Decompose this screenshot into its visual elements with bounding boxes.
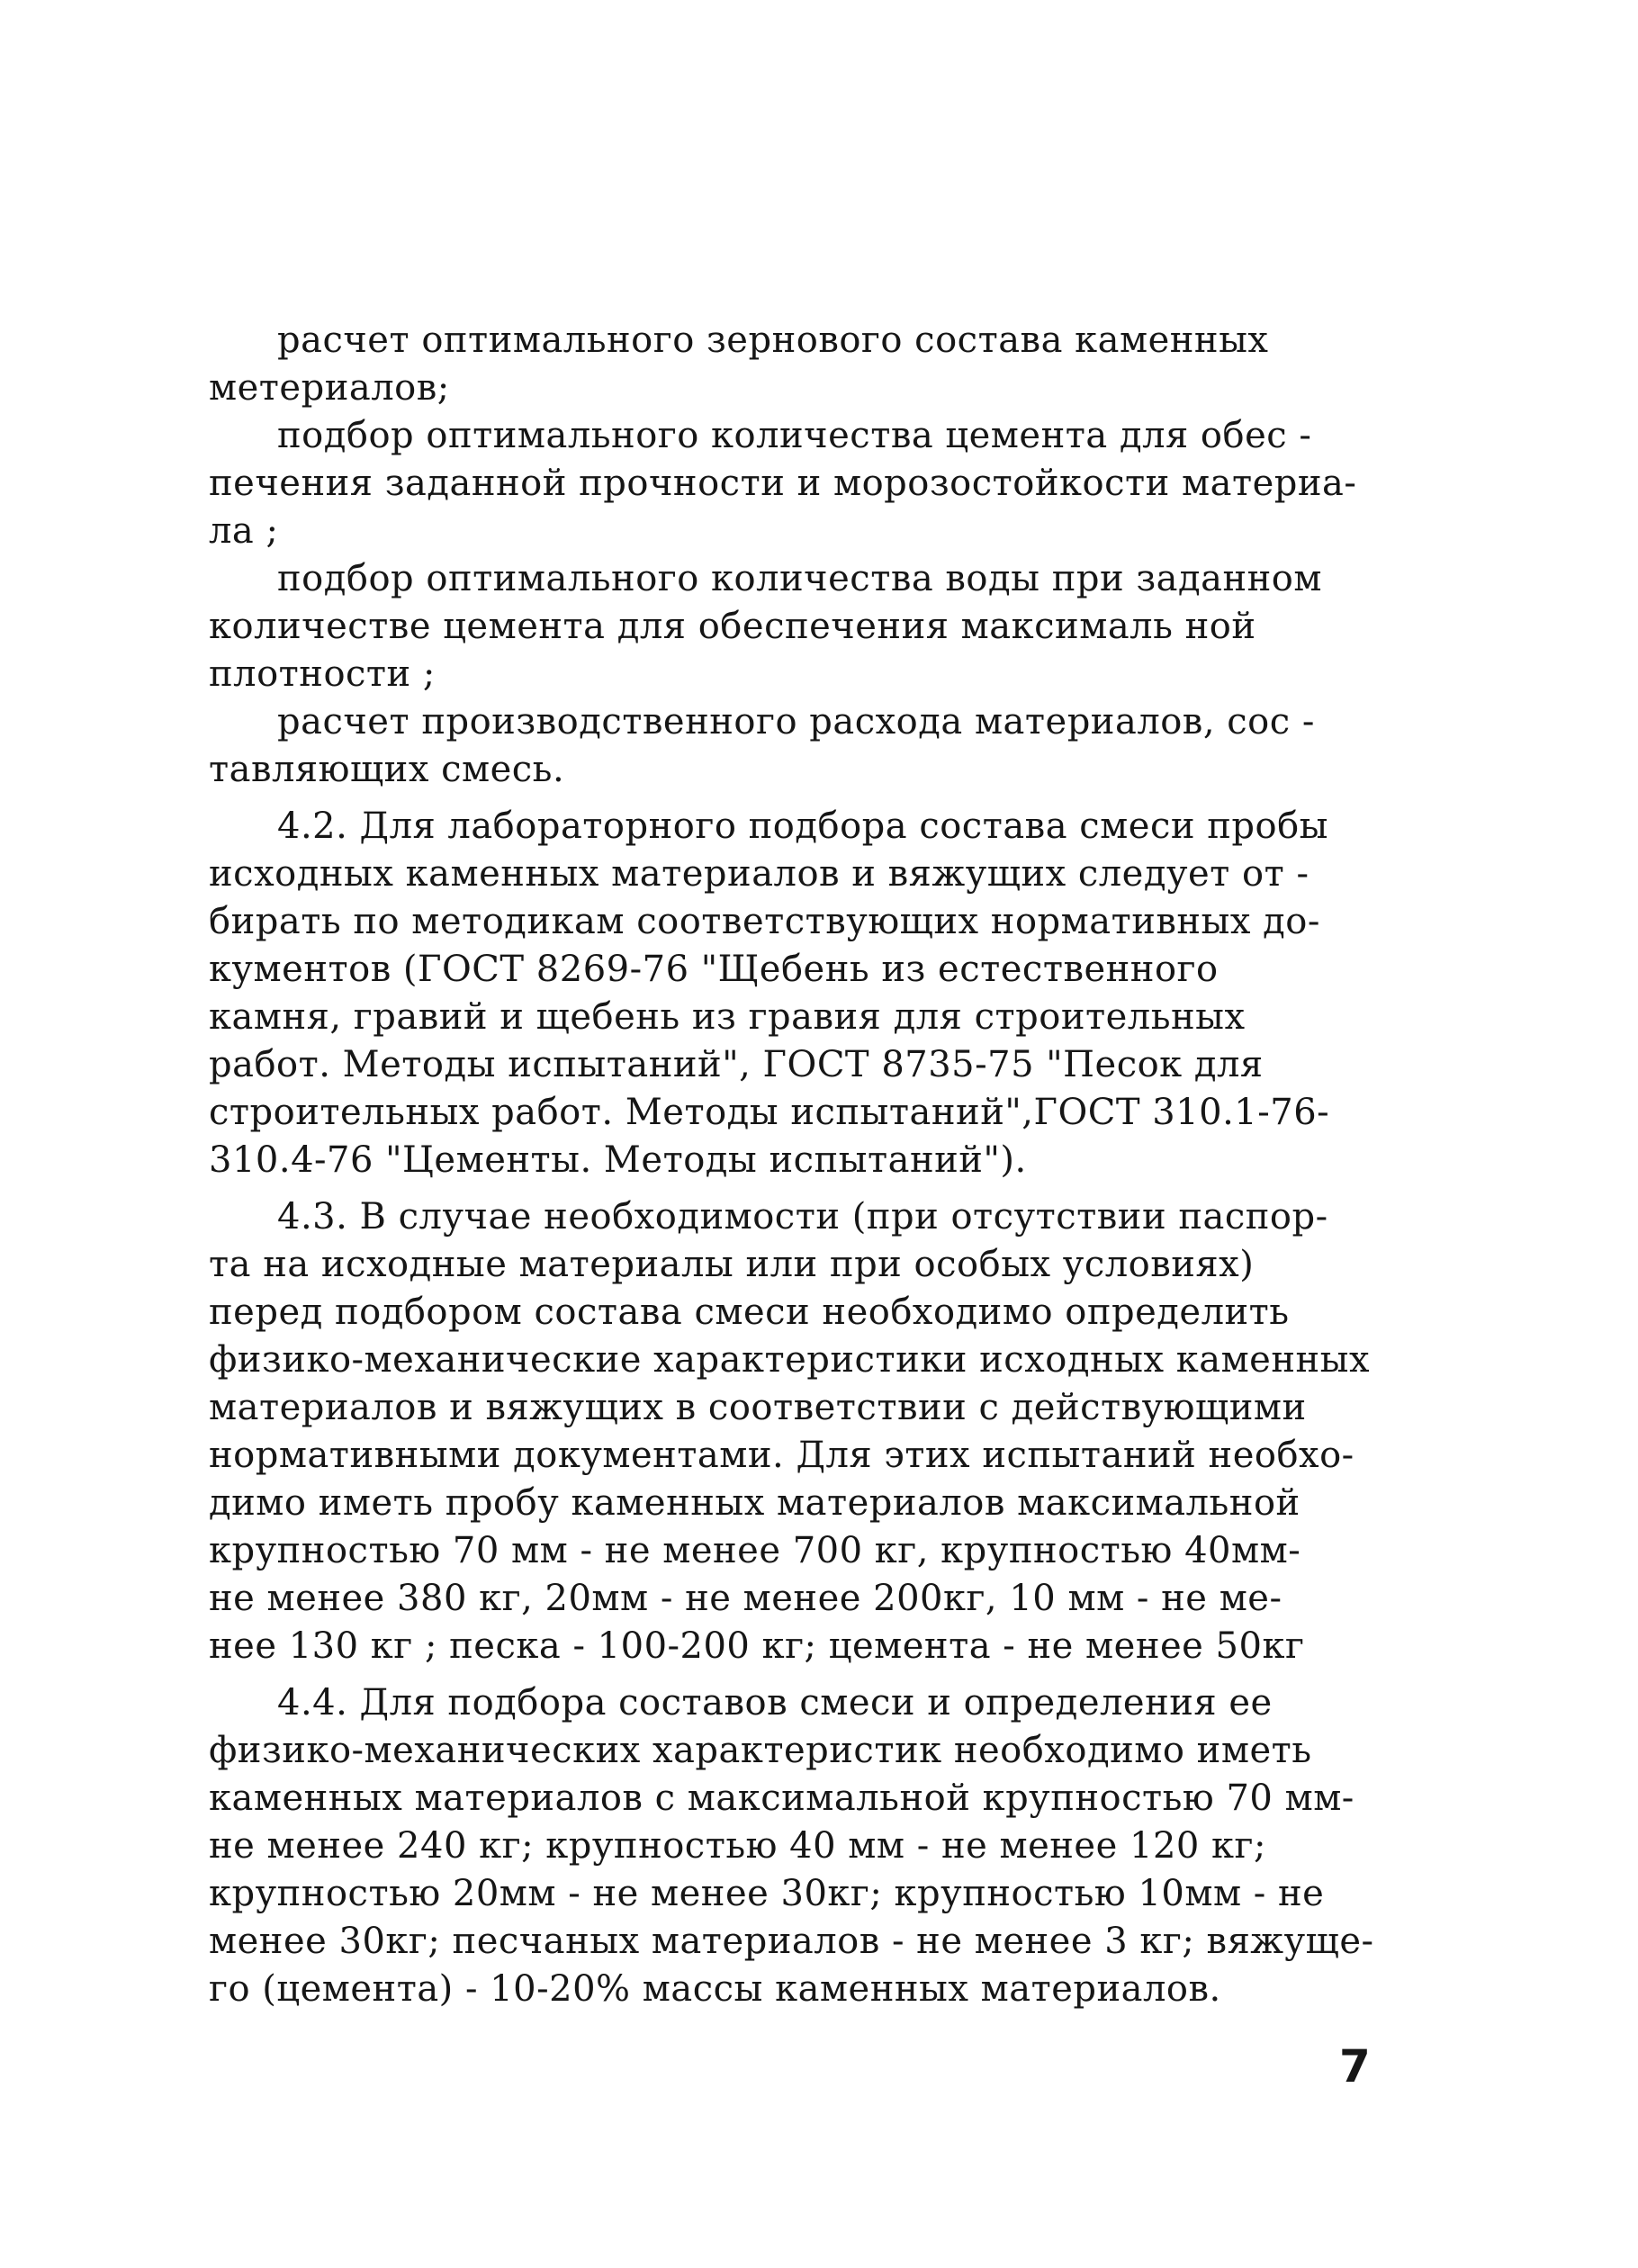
page-number: 7 bbox=[1339, 2040, 1371, 2092]
paragraph-gap bbox=[209, 794, 1406, 803]
paragraph-gap bbox=[209, 1184, 1406, 1193]
text-line: расчет производственного расхода материалов, сос - bbox=[277, 701, 1315, 742]
text-line: перед подбором состава смеси необходимо определить bbox=[209, 1292, 1290, 1333]
text-line: тавляющих смесь. bbox=[209, 749, 565, 790]
text-line: крупностью 20мм - не менее 30кг; крупностью 10мм - не bbox=[209, 1873, 1325, 1914]
text-line: димо иметь пробу каменных материалов максимальной bbox=[209, 1482, 1300, 1524]
text-line: менее 30кг; песчаных материалов - не менее 3 кг; вяжуще- bbox=[209, 1921, 1374, 1962]
paragraph-gap bbox=[209, 1670, 1406, 1679]
text-line: кументов (ГОСТ 8269-76 "Щебень из естественного bbox=[209, 949, 1219, 990]
text-line: строительных работ. Методы испытаний",ГОСТ 310.1-76- bbox=[209, 1092, 1330, 1133]
section-4-3-line: 4.3. В случае необходимости (при отсутствии паспор- bbox=[277, 1196, 1328, 1238]
text-line: нее 130 кг ; песка - 100-200 кг; цемента - не менее 50кг bbox=[209, 1625, 1305, 1667]
text-line: нормативными документами. Для этих испытаний необхо- bbox=[209, 1435, 1354, 1476]
section-4-4-line: 4.4. Для подбора составов смеси и определения ее bbox=[277, 1682, 1273, 1724]
text-line: печения заданной прочности и морозостойкости материа- bbox=[209, 463, 1357, 504]
body-text bbox=[209, 317, 1406, 2013]
text-line: расчет оптимального зернового состава каменных bbox=[277, 320, 1269, 361]
text-line: подбор оптимального количества воды при заданном bbox=[277, 558, 1322, 599]
text-line: физико-механические характеристики исходных каменных bbox=[209, 1339, 1371, 1381]
text-line: каменных материалов с максимальной крупностью 70 мм- bbox=[209, 1778, 1354, 1819]
text-line: исходных каменных материалов и вяжущих следует от - bbox=[209, 853, 1310, 895]
text-line: физико-механических характеристик необходимо иметь bbox=[209, 1730, 1312, 1771]
text-line: подбор оптимального количества цемента для обес - bbox=[277, 415, 1312, 456]
text-line: материалов и вяжущих в соответствии с действующими bbox=[209, 1387, 1307, 1428]
text-line: камня, гравий и щебень из гравия для строительных bbox=[209, 996, 1246, 1038]
text-line: 310.4-76 "Цементы. Методы испытаний"). bbox=[209, 1139, 1027, 1181]
text-line: метериалов; bbox=[209, 367, 450, 409]
text-line: крупностью 70 мм - не менее 700 кг, крупностью 40мм- bbox=[209, 1530, 1301, 1571]
text-line: бирать по методикам соответствующих нормативных до- bbox=[209, 901, 1320, 942]
text-line: го (цемента) - 10-20% массы каменных материалов. bbox=[209, 1968, 1221, 2010]
text-line: не менее 240 кг; крупностью 40 мм - не менее 120 кг; bbox=[209, 1825, 1266, 1867]
text-line: ла ; bbox=[209, 510, 279, 552]
section-4-2-line: 4.2. Для лабораторного подбора состава смеси пробы bbox=[277, 806, 1328, 847]
text-line: количестве цемента для обеспечения максималь ной bbox=[209, 606, 1256, 647]
text-line: работ. Методы испытаний", ГОСТ 8735-75 "Песок для bbox=[209, 1044, 1264, 1085]
text-line: та на исходные материалы или при особых условиях) bbox=[209, 1244, 1255, 1285]
text-line: не менее 380 кг, 20мм - не менее 200кг, 10 мм - не ме- bbox=[209, 1578, 1282, 1619]
text-line: плотности ; bbox=[209, 653, 436, 695]
